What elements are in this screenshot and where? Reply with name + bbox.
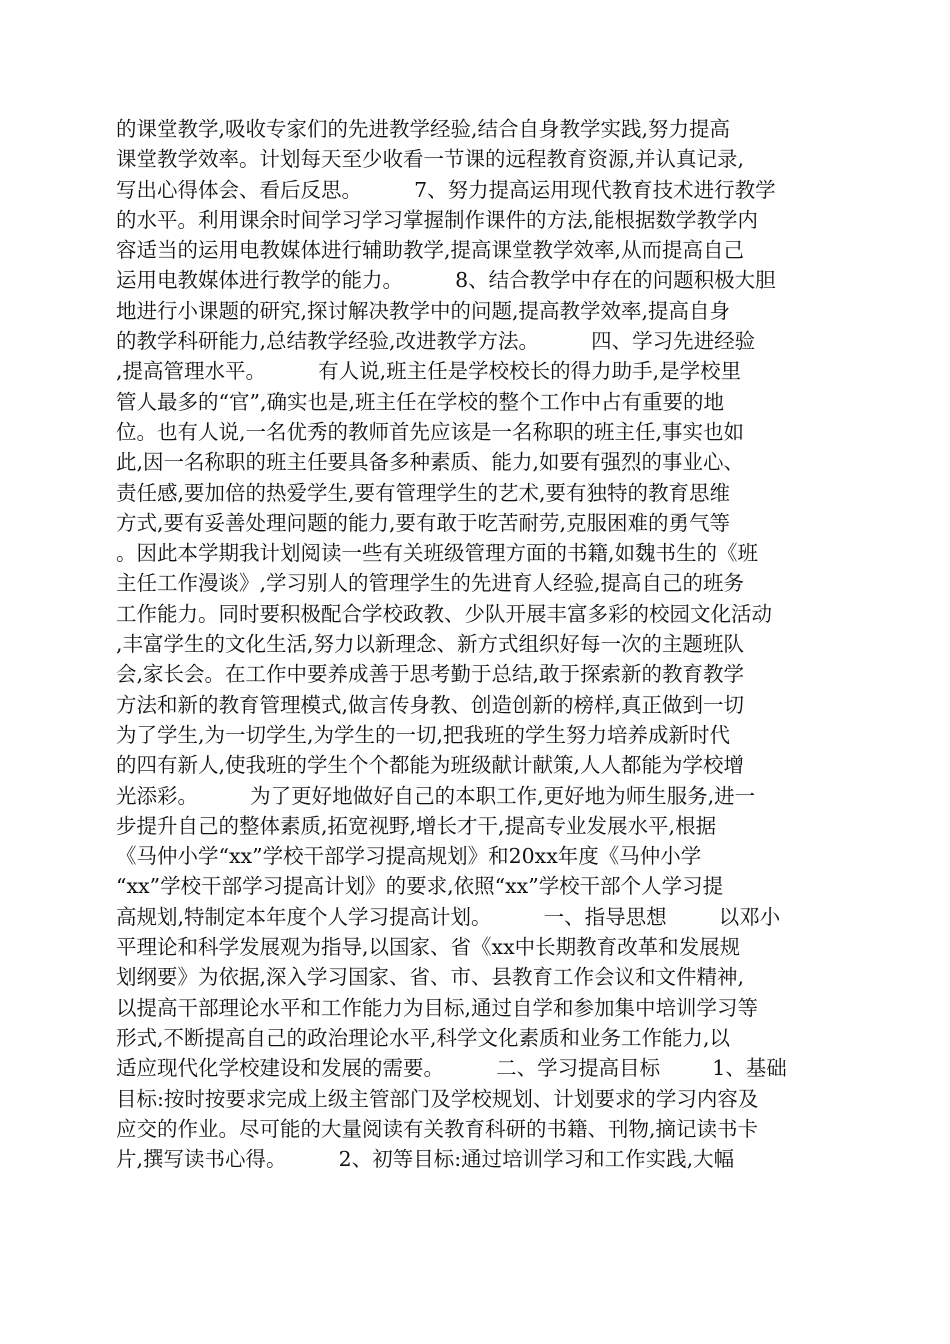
text-line: 容适当的运用电教媒体进行辅助教学,提高课堂教学效率,从而提高自己 <box>116 238 745 263</box>
text-line: 工作能力。同时要积极配合学校政教、少队开展丰富多彩的校园文化活动 <box>116 601 772 626</box>
text-line: 《马仲小学“xx”学校干部学习提高规划》和20xx年度《马仲小学 <box>116 844 702 869</box>
text-line: 的水平。利用课余时间学习学习掌握制作课件的方法,能根据数学教学内 <box>116 207 759 232</box>
text-line: 步提升自己的整体素质,拓宽视野,增长才干,提高专业发展水平,根据 <box>116 813 717 838</box>
text-line: 运用电教媒体进行教学的能力。 8、结合教学中存在的问题积极大胆 <box>116 268 776 293</box>
text-line: 以提高干部理论水平和工作能力为目标,通过自学和参加集中培训学习等 <box>116 995 759 1020</box>
text-line: 平理论和科学发展观为指导,以国家、省《xx中长期教育改革和发展规 <box>116 935 741 960</box>
text-line: 应交的作业。尽可能的大量阅读有关教育科研的书籍、刊物,摘记读书卡 <box>116 1116 759 1141</box>
text-line: ,丰富学生的文化生活,努力以新理念、新方式组织好每一次的主题班队 <box>116 632 745 657</box>
text-line: 会,家长会。在工作中要养成善于思考勤于总结,敢于探索新的教育教学 <box>116 662 745 687</box>
text-line: 的教学科研能力,总结教学经验,改进教学方法。 四、学习先进经验 <box>116 329 756 354</box>
text-line: 光添彩。 为了更好地做好自己的本职工作,更好地为师生服务,进一 <box>116 783 756 808</box>
text-line: 的四有新人,使我班的学生个个都能为班级献计献策,人人都能为学校增 <box>116 753 745 778</box>
text-line: 片,撰写读书心得。 2、初等目标:通过培训学习和工作实践,大幅 <box>116 1147 735 1172</box>
text-line: 。因此本学期我计划阅读一些有关班级管理方面的书籍,如魏书生的《班 <box>116 541 759 566</box>
body-text <box>116 114 846 1174</box>
text-line: 方法和新的教育管理模式,做言传身教、创造创新的榜样,真正做到一切 <box>116 692 745 717</box>
text-line: 为了学生,为一切学生,为学生的一切,把我班的学生努力培养成新时代 <box>116 722 731 747</box>
text-line: 的课堂教学,吸收专家们的先进教学经验,结合自身教学实践,努力提高 <box>116 117 731 141</box>
text-line: 课堂教学效率。计划每天至少收看一节课的远程教育资源,并认真记录, <box>116 147 745 172</box>
text-line: ,提高管理水平。 有人说,班主任是学校校长的得力助手,是学校里 <box>116 359 742 384</box>
text-line: 方式,要有妥善处理问题的能力,要有敢于吃苦耐劳,克服困难的勇气等 <box>116 510 731 535</box>
text-line: 适应现代化学校建设和发展的需要。 二、学习提高目标 1、基础 <box>116 1056 787 1081</box>
text-line: 位。也有人说,一名优秀的教师首先应该是一名称职的班主任,事实也如 <box>116 419 745 444</box>
text-line: 地进行小课题的研究,探讨解决教学中的问题,提高教学效率,提高自身 <box>116 298 731 323</box>
text-line: 写出心得体会、看后反思。 7、努力提高运用现代教育技术进行教学 <box>116 177 776 202</box>
text-line: 目标:按时按要求完成上级主管部门及学校规划、计划要求的学习内容及 <box>116 1086 759 1111</box>
text-line: 责任感,要加倍的热爱学生,要有管理学生的艺术,要有独特的教育思维 <box>116 480 731 505</box>
text-line: 形式,不断提高自己的政治理论水平,科学文化素质和业务工作能力,以 <box>116 1025 731 1050</box>
text-line: 管人最多的“官”,确实也是,班主任在学校的整个工作中占有重要的地 <box>116 389 724 414</box>
text-line: 划纲要》为依据,深入学习国家、省、市、县教育工作会议和文件精神, <box>116 965 745 990</box>
text-line: 高规划,特制定本年度个人学习提高计划。 一、指导思想 以邓小 <box>116 904 781 929</box>
text-line: “xx”学校干部学习提高计划》的要求,依照“xx”学校干部个人学习提 <box>116 874 724 899</box>
text-line: 此,因一名称职的班主任要具备多种素质、能力,如要有强烈的事业心、 <box>116 450 745 475</box>
text-line: 主任工作漫谈》,学习别人的管理学生的先进育人经验,提高自己的班务 <box>116 571 745 596</box>
